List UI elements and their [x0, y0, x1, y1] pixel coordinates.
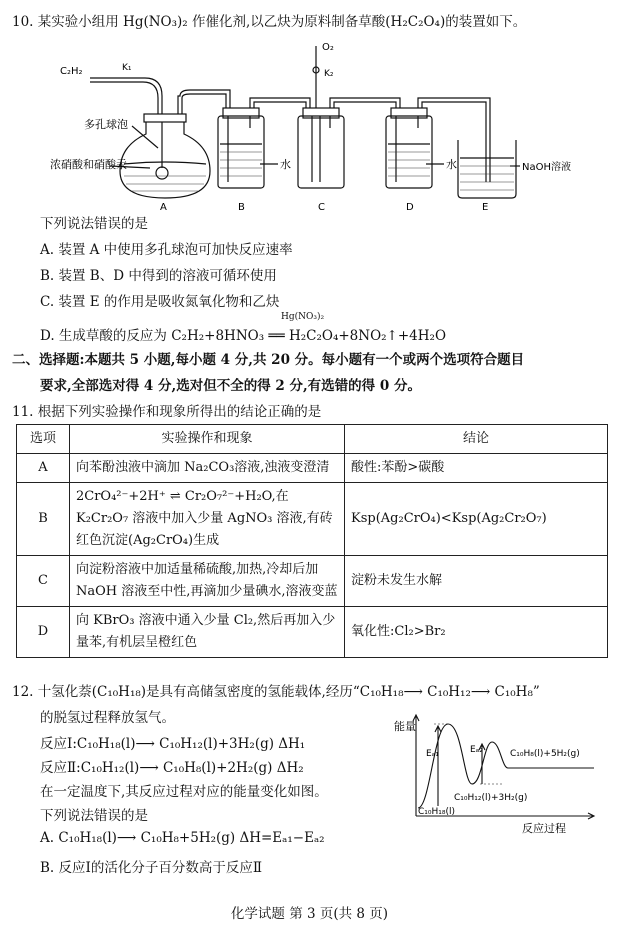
section2-line1: 二、选择题:本题共 5 小题,每小题 4 分,共 20 分。每小题有一个或两个选项符合题目 [12, 352, 525, 368]
page-footer: 化学试题 第 3 页(共 8 页) [230, 906, 389, 922]
table-cell-conclusion: 酸性:苯酚>碳酸 [345, 454, 608, 483]
table-cell-option: A [17, 454, 70, 483]
label-acid: 浓硝酸和硝酸汞 [50, 158, 127, 171]
label-bubble: 多孔球泡 [84, 118, 128, 131]
y-axis-label: 能量 [394, 720, 416, 733]
label-naoh: NaOH溶液 [522, 162, 571, 173]
label-b: B [238, 202, 245, 211]
q12-reaction-1: 反应Ⅰ:C₁₀H₁₈(l)⟶ C₁₀H₁₂(l)+3H₂(g) ΔH₁ [40, 736, 306, 752]
table-cell-conclusion: 氧化性:Cl₂>Br₂ [345, 607, 608, 658]
q10-apparatus-diagram [50, 36, 590, 211]
table-header: 选项 [17, 425, 70, 454]
section2-line2: 要求,全部选对得 4 分,选对但不全的得 2 分,有选错的得 0 分。 [40, 378, 421, 394]
table-cell-conclusion: Ksp(Ag₂CrO₄)<Ksp(Ag₂Cr₂O₇) [345, 483, 608, 556]
table-cell-option: B [17, 483, 70, 556]
table-header-row [17, 425, 608, 454]
label-water-d: 水 [446, 158, 457, 171]
table-cell-conclusion: 淀粉未发生水解 [345, 556, 608, 607]
label-water-b: 水 [280, 158, 291, 171]
q10-option-c: C. 装置 E 的作用是吸收氮氧化物和乙炔 [40, 294, 280, 310]
q12-reaction-2: 反应Ⅱ:C₁₀H₁₂(l)⟶ C₁₀H₈(l)+2H₂(g) ΔH₂ [40, 760, 304, 776]
label-c2h2: C₂H₂ [60, 66, 83, 77]
q10-option-a: A. 装置 A 中使用多孔球泡可加快反应速率 [40, 242, 293, 258]
q10-stem: 10. 某实验小组用 Hg(NO₃)₂ 作催化剂,以乙炔为原料制备草酸(H₂C₂O₄)的装置如下。 [12, 14, 527, 30]
q10-option-d: D. 生成草酸的反应为 C₂H₂+8HNO₃ ══ H₂C₂O₄+8NO₂↑+4H₂O [40, 328, 447, 344]
x-axis-label: 反应过程 [522, 822, 566, 835]
table-row [17, 556, 608, 607]
label-o2: O₂ [322, 42, 334, 53]
q10-prompt: 下列说法错误的是 [40, 216, 148, 232]
table-row [17, 454, 608, 483]
q12-note: 在一定温度下,其反应过程对应的能量变化如图。 [40, 784, 328, 800]
table-row [17, 607, 608, 658]
state-c10h12-label: C₁₀H₁₂(l)+3H₂(g) [454, 793, 528, 803]
label-d: D [406, 202, 414, 211]
q11-stem: 11. 根据下列实验操作和现象所得出的结论正确的是 [12, 404, 322, 420]
label-k2: K₂ [324, 69, 334, 79]
table-cell-option: D [17, 607, 70, 658]
table-cell-operation: 向淀粉溶液中加适量稀硫酸,加热,冷却后加 NaOH 溶液至中性,再滴加少量碘水,溶液变蓝 [70, 556, 345, 607]
q12-stem-line1: 12. 十氢化萘(C₁₀H₁₈)是具有高储氢密度的氢能载体,经历“C₁₀H₁₈⟶ C₁₀H₁₂⟶ C₁₀H₈” [12, 684, 540, 700]
q11-table [16, 424, 608, 658]
q10-option-b: B. 装置 B、D 中得到的溶液可循环使用 [40, 268, 277, 284]
table-cell-operation: 2CrO₄²⁻+2H⁺ ⇌ Cr₂O₇²⁻+H₂O,在 K₂Cr₂O₇ 溶液中加入少量 AgNO₃ 溶液,有砖红色沉淀(Ag₂CrO₄)生成 [70, 483, 345, 556]
q10-catalyst: Hg(NO₃)₂ [281, 312, 325, 322]
label-c: C [318, 202, 325, 211]
table-cell-option: C [17, 556, 70, 607]
label-a: A [160, 202, 167, 211]
q12-stem-line2: 的脱氢过程释放氢气。 [40, 710, 175, 726]
table-row [17, 483, 608, 556]
table-cell-operation: 向苯酚浊液中滴加 Na₂CO₃溶液,浊液变澄清 [70, 454, 345, 483]
label-k1: K₁ [122, 63, 132, 73]
ea2-label: Eₐ₂ [470, 745, 483, 755]
table-header: 结论 [345, 425, 608, 454]
ea1-label: Eₐ₁ [426, 749, 439, 759]
q12-option-b: B. 反应Ⅰ的活化分子百分数高于反应Ⅱ [40, 860, 263, 876]
state-c10h8-label: C₁₀H₈(l)+5H₂(g) [510, 749, 580, 759]
label-e: E [482, 202, 489, 211]
state-c10h18-label: C₁₀H₁₈(l) [418, 807, 456, 817]
q12-option-a: A. C₁₀H₁₈(l)⟶ C₁₀H₈+5H₂(g) ΔH=Eₐ₁−Eₐ₂ [40, 830, 325, 846]
table-header: 实验操作和现象 [70, 425, 345, 454]
q12-prompt: 下列说法错误的是 [40, 808, 148, 824]
energy-diagram [394, 712, 608, 838]
table-cell-operation: 向 KBrO₃ 溶液中通入少量 Cl₂,然后再加入少量苯,有机层呈橙红色 [70, 607, 345, 658]
